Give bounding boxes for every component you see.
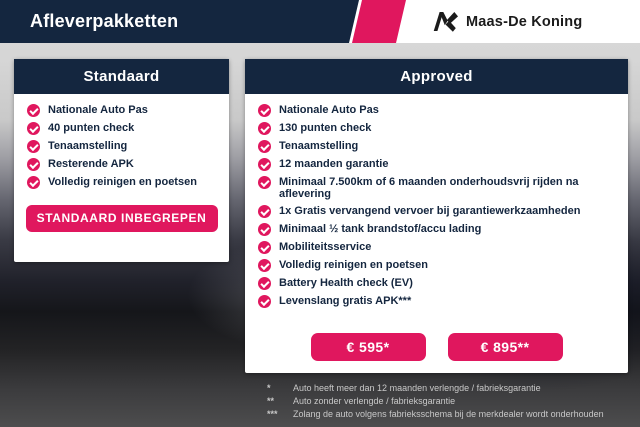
package-item-label: 40 punten check [48,122,135,134]
package-item [258,123,620,135]
package-item [258,105,620,117]
brand-name: Maas-De Koning [466,13,583,30]
package-item [258,260,620,272]
check-icon [27,104,40,117]
check-icon [258,205,271,218]
maas-de-koning-m-icon [433,11,458,32]
card-standaard-title: Standaard [14,59,229,94]
check-icon [258,158,271,171]
package-item [258,224,620,236]
package-item [258,242,620,254]
brand-logo [433,0,582,43]
package-item [27,123,221,135]
standaard-inbegrepen-button[interactable]: STANDAARD INBEGREPEN [26,205,218,232]
check-icon [27,122,40,135]
package-item [258,278,620,290]
check-icon [258,176,271,189]
check-icon [258,259,271,272]
package-item [258,159,620,171]
standaard-item-list [14,105,229,195]
package-item-label: Resterende APK [48,158,134,170]
package-item [27,159,221,171]
price-595-button[interactable]: € 595* [311,333,426,361]
footnote-text: Auto zonder verlengde / fabrieksgarantie [293,396,456,406]
footnote-symbol: * [267,383,271,393]
package-item [27,141,221,153]
package-item-label: Volledig reinigen en poetsen [279,259,428,272]
check-icon [258,122,271,135]
footnote [267,382,627,395]
card-standaard [14,59,229,262]
package-item-label: Volledig reinigen en poetsen [48,176,197,188]
price-row [245,333,628,361]
footnote-text: Zolang de auto volgens fabrieksschema bij de merkdealer wordt onderhouden [293,409,604,419]
package-item-label: Minimaal 7.500km of 6 maanden onderhoudsvrij rijden na aflevering [279,176,579,200]
page-title: Afleverpakketten [30,11,179,31]
package-item-label: 12 maanden garantie [279,158,389,170]
check-icon [258,223,271,236]
footnote-symbol: *** [267,409,278,419]
package-item-label: Minimaal ½ tank brandstof/accu lading [279,223,482,236]
check-icon [258,295,271,308]
package-item-label: Battery Health check (EV) [279,277,413,290]
package-item-label: 1x Gratis vervangend vervoer bij garantiewerkzaamheden [279,205,581,218]
package-item-label: Nationale Auto Pas [48,104,148,116]
package-item [258,141,620,153]
price-895-button[interactable]: € 895** [448,333,563,361]
card-approved [245,59,628,373]
card-approved-title: Approved [245,59,628,94]
package-item-label: Nationale Auto Pas [279,104,379,116]
check-icon [27,176,40,189]
package-item-label: Tenaamstelling [48,140,128,152]
package-item [27,177,221,189]
package-item [258,177,620,200]
package-item-label: Tenaamstelling [279,140,359,152]
footnote [267,408,627,421]
check-icon [27,158,40,171]
check-icon [258,241,271,254]
footnote-text: Auto heeft meer dan 12 maanden verlengde / fabrieksgarantie [293,383,541,393]
check-icon [27,140,40,153]
check-icon [258,277,271,290]
footnotes [267,382,627,421]
package-item [258,206,620,218]
package-item-label: 130 punten check [279,122,372,134]
package-item-label: Mobiliteitsservice [279,241,372,254]
check-icon [258,104,271,117]
package-item [27,105,221,117]
package-item [258,296,620,308]
footnote [267,395,627,408]
check-icon [258,140,271,153]
top-bar [0,0,640,43]
footnote-symbol: ** [267,396,275,406]
package-item-label: Levenslang gratis APK*** [279,295,412,308]
approved-item-list [245,105,628,314]
